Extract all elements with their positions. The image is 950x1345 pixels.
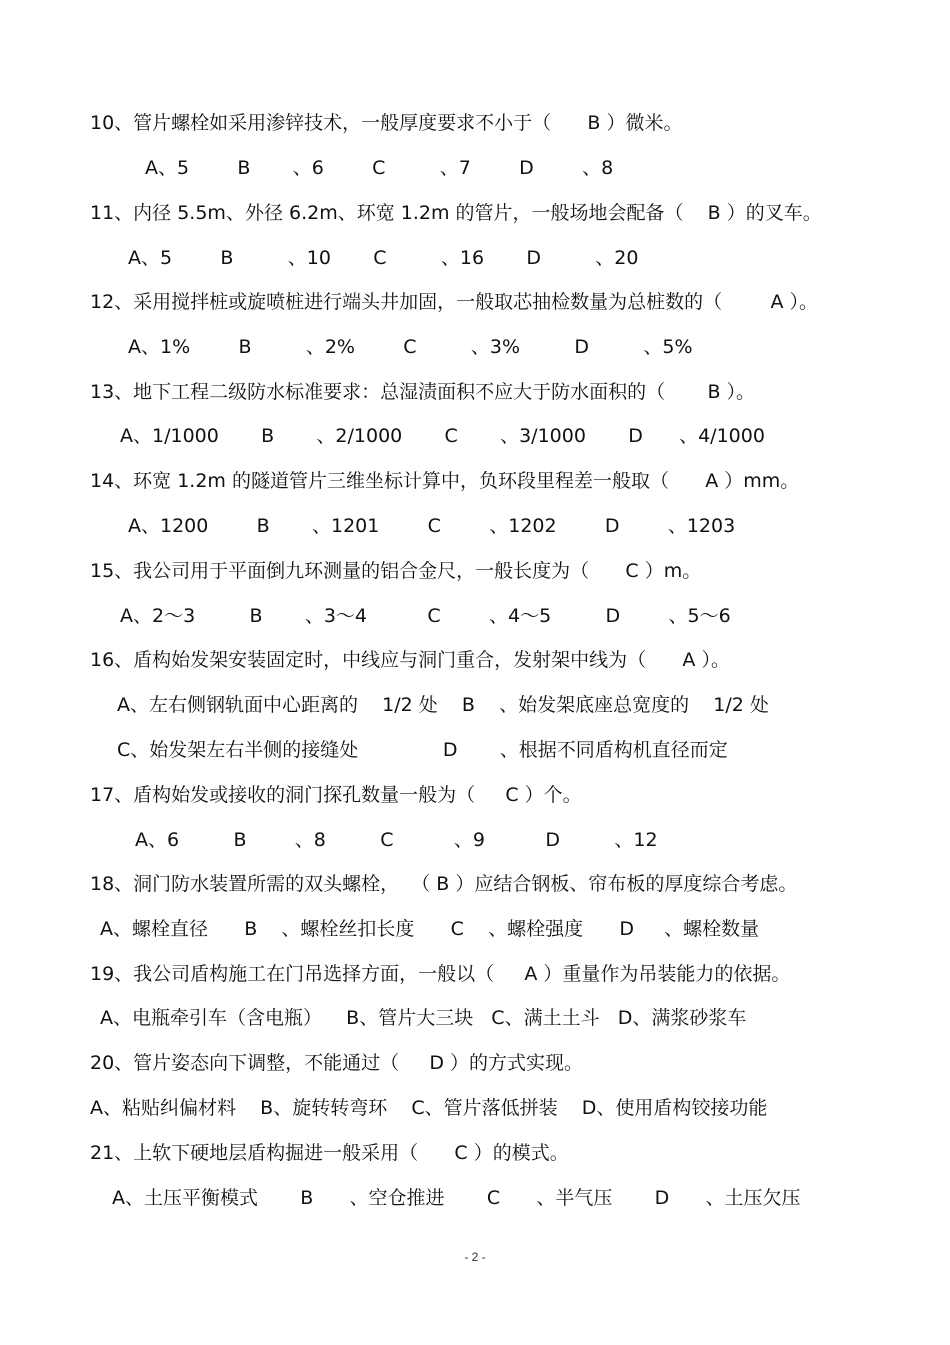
question-18: 18、洞门防水装置所需的双头螺栓， （ B ）应结合钢板、帘布板的厚度综合考虑。 [90,873,798,895]
options-16a: A、左右侧钢轨面中心距离的 1/2 处 B 、始发架底座总宽度的 1/2 处 [117,694,769,716]
options-20: A、粘贴纠偏材料 B、旋转转弯环 C、管片落低拼装 D、使用盾构铰接功能 [90,1097,768,1119]
options-21: A、土压平衡模式 B 、空仓推进 C 、半气压 D 、土压欠压 [112,1187,801,1209]
options-16b: C、始发架左右半侧的接缝处 D 、根据不同盾构机直径而定 [117,739,728,761]
options-11: A、5 B 、10 C 、16 D 、20 [128,247,639,269]
question-14: 14、环宽 1.2m 的隧道管片三维坐标计算中，负环段里程差一般取（ A ）mm。 [90,470,800,492]
options-10: A、5 B 、6 C 、7 D 、8 [145,157,614,179]
options-13: A、1/1000 B 、2/1000 C 、3/1000 D 、4/1000 [120,425,765,447]
question-12: 12、采用搅拌桩或旋喷桩进行端头井加固，一般取芯抽检数量为总桩数的（ A ）。 [90,291,819,313]
question-17: 17、盾构始发或接收的洞门探孔数量一般为（ C ）个。 [90,784,582,806]
question-21: 21、上软下硬地层盾构掘进一般采用（ C ）的模式。 [90,1142,569,1164]
options-19: A、电瓶牵引车（含电瓶） B、管片大三块 C、满土土斗 D、满浆砂浆车 [100,1007,747,1029]
question-19: 19、我公司盾构施工在门吊选择方面，一般以（ A ）重量作为吊装能力的依据。 [90,963,791,985]
question-20: 20、管片姿态向下调整，不能通过（ D ）的方式实现。 [90,1052,584,1074]
options-12: A、1% B 、2% C 、3% D 、5% [128,336,693,358]
options-15: A、2～3 B 、3～4 C 、4～5 D 、5～6 [120,605,731,627]
question-13: 13、地下工程二级防水标准要求：总湿渍面积不应大于防水面积的（ B ）。 [90,381,756,403]
page-number: - 2 - [464,1250,486,1264]
options-18: A、螺栓直径 B 、螺栓丝扣长度 C 、螺栓强度 D 、螺栓数量 [100,918,760,940]
question-15: 15、我公司用于平面倒九环测量的铝合金尺，一般长度为（ C ）m。 [90,560,702,582]
options-14: A、1200 B 、1201 C 、1202 D 、1203 [128,515,736,537]
question-16: 16、盾构始发架安装固定时，中线应与洞门重合，发射架中线为（ A ）。 [90,649,730,671]
options-17: A、6 B 、8 C 、9 D 、12 [135,829,658,851]
question-10: 10、管片螺栓如采用渗锌技术，一般厚度要求不小于（ B ）微米。 [90,112,683,134]
question-11: 11、内径 5.5m、外径 6.2m、环宽 1.2m 的管片，一般场地会配备（ B ）的叉车。 [90,202,822,224]
